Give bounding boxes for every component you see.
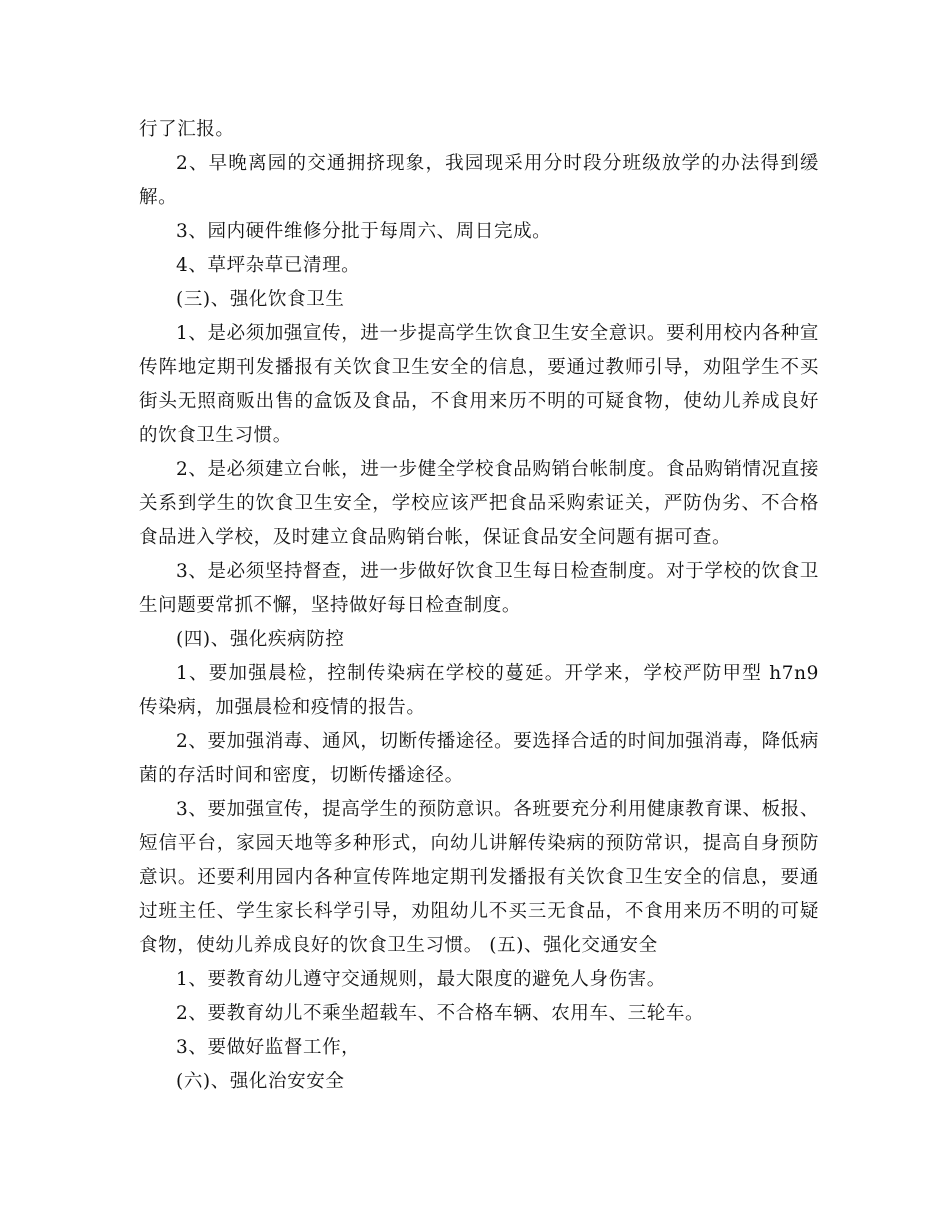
paragraph-disinfection: 2、要加强消毒、通风，切断传播途径。要选择合适的时间加强消毒，降低病菌的存活时间和密度，切断传播途径。: [139, 731, 819, 786]
section-heading-disease-control: (四)、强化疾病防控: [176, 629, 345, 650]
paragraph-item-4-lawn: 4、草坪杂草已清理。: [176, 255, 361, 276]
section-heading-food-hygiene: (三)、强化饮食卫生: [176, 289, 345, 310]
paragraph-continuation: 行了汇报。: [139, 119, 235, 140]
paragraph-prevention-awareness: 3、要加强宣传，提高学生的预防意识。各班要充分利用健康教育课、板报、短信平台，家园天地等多种形式，向幼儿讲解传染病的预防常识，提高自身预防意识。还要利用园内各种宣传阵地定期刊发播报有关饮食卫生安全的信息，要通过班主任、学生家长科学引导，劝阻幼儿不买三无食品，不食用来历不明的可疑食物，使幼儿养成良好的饮食卫生习惯。 (五)、强化交通安全: [139, 799, 819, 956]
paragraph-traffic-rules: 1、要教育幼儿遵守交通规则，最大限度的避免人身伤害。: [176, 969, 666, 990]
paragraph-morning-check: 1、要加强晨检，控制传染病在学校的蔓延。开学来，学校严防甲型 h7n9 传染病，加强晨检和疫情的报告。: [139, 663, 819, 718]
paragraph-food-inspection: 3、是必须坚持督查，进一步做好饮食卫生每日检查制度。对于学校的饮食卫生问题要常抓不懈，坚持做好每日检查制度。: [139, 561, 819, 616]
paragraph-food-publicity: 1、是必须加强宣传，进一步提高学生饮食卫生安全意识。要利用校内各种宣传阵地定期刊发播报有关饮食卫生安全的信息，要通过教师引导，劝阻学生不买街头无照商贩出售的盒饭及食品，不食用来历不明的可疑食物，使幼儿养成良好的饮食卫生习惯。: [139, 323, 819, 446]
paragraph-supervision: 3、要做好监督工作，: [176, 1037, 361, 1058]
paragraph-item-3-maintenance: 3、园内硬件维修分批于每周六、周日完成。: [176, 221, 552, 242]
paragraph-item-2-traffic: 2、早晚离园的交通拥挤现象，我园现采用分时段分班级放学的办法得到缓解。: [139, 153, 819, 208]
paragraph-vehicle-safety: 2、要教育幼儿不乘坐超载车、不合格车辆、农用车、三轮车。: [176, 1003, 705, 1024]
section-heading-public-security: (六)、强化治安安全: [176, 1071, 345, 1092]
paragraph-food-ledger: 2、是必须建立台帐，进一步健全学校食品购销台帐制度。食品购销情况直接关系到学生的饮食卫生安全，学校应该严把食品采购索证关，严防伪劣、不合格食品进入学校，及时建立食品购销台帐，保证食品安全问题有据可查。: [139, 459, 819, 548]
document-body: [139, 113, 819, 1099]
